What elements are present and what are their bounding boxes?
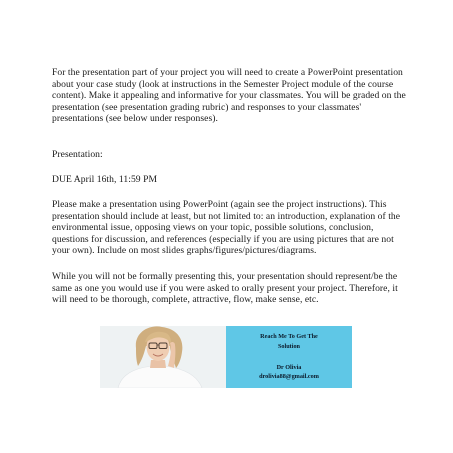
ad-headline-line-2: Solution: [277, 343, 300, 350]
presentation-note-text: While you will not be formally presenting this, your presentation should represent/be the same as one you would use if you were asked to orally present your project. Therefore, it will need to be thorough, complete, attractive, flow, make sense, etc.: [52, 271, 398, 305]
ad-headline-line-1: Reach Me To Get The: [260, 333, 318, 340]
woman-with-glasses-photo: [100, 326, 226, 388]
due-date-text: DUE April 16th, 11:59 PM: [52, 174, 158, 185]
portrait-illustration: [100, 326, 226, 388]
instructions-paragraph-text: Please make a presentation using PowerPoint (again see the project instructions). This presentation should include at least, but not limited to: an introduction, explanation of the environmental issue, opposing views on your topic, possible solutions, conclusion, questions for discussion, and references (especially if you are using pictures that are not your own). Include on most slides graphs/figures/pictures/diagrams.: [52, 199, 401, 256]
due-date-line: [52, 174, 412, 186]
intro-paragraph: [52, 67, 412, 125]
instructions-paragraph: [52, 199, 412, 257]
section-heading: [52, 149, 412, 161]
ad-contact-name: Dr Olivia: [276, 364, 302, 371]
contact-ad-banner[interactable]: [100, 326, 352, 388]
section-heading-text: Presentation:: [52, 149, 103, 160]
ad-contact-email[interactable]: drolivia88@gmail.com: [259, 373, 319, 380]
intro-paragraph-text: For the presentation part of your project you will need to create a PowerPoint presentation about your case study (look at instructions in the Semester Project module of the course content). Make it appealing and informative for your classmates. You will be graded on the presentation (see presentation grading rubric) and responses to your classmates' presentations (see below under responses).: [52, 67, 406, 124]
presentation-note-paragraph: [52, 271, 412, 306]
contact-info-panel: [226, 326, 352, 388]
